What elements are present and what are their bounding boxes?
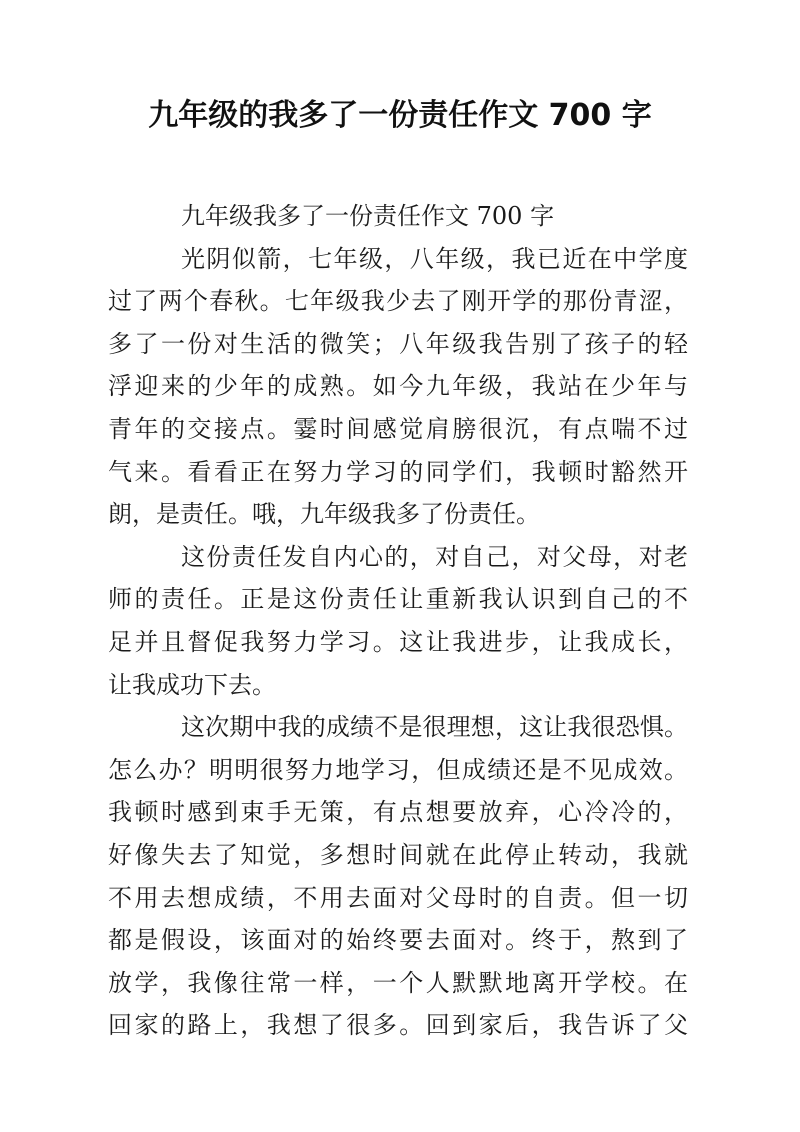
paragraph-line: 怎么办？明明很努力地学习，但成绩还是不见成效。 (108, 755, 688, 784)
paragraph-line: 多了一份对生活的微笑；八年级我告别了孩子的轻 (108, 329, 688, 358)
paragraph-line: 不用去想成绩，不用去面对父母时的自责。但一切 (108, 883, 688, 912)
paragraph-line: 这次期中我的成绩不是很理想，这让我很恐惧。 (181, 713, 688, 742)
paragraph-line: 回家的路上，我想了很多。回到家后，我告诉了父 (108, 1011, 688, 1040)
paragraph-line: 都是假设，该面对的始终要去面对。终于，熬到了 (108, 926, 688, 955)
paragraph-line: 我顿时感到束手无策，有点想要放弃，心冷冷的， (108, 798, 688, 827)
paragraph-line: 足并且督促我努力学习。这让我进步，让我成长， (108, 627, 688, 656)
paragraph-line: 过了两个春秋。七年级我少去了刚开学的那份青涩， (108, 287, 688, 316)
paragraph-line: 气来。看看正在努力学习的同学们，我顿时豁然开 (108, 457, 688, 486)
document-body (108, 195, 688, 1047)
document-title: 九年级的我多了一份责任作文 700 字 (148, 98, 652, 133)
paragraph-line: 这份责任发自内心的，对自己，对父母，对老 (181, 542, 688, 571)
paragraph-line: 师的责任。正是这份责任让重新我认识到自己的不 (108, 585, 688, 614)
paragraph-line: 好像失去了知觉，多想时间就在此停止转动，我就 (108, 840, 688, 869)
paragraph-line: 朗，是责任。哦，九年级我多了份责任。 (108, 500, 540, 529)
paragraph-line: 光阴似箭，七年级，八年级，我已近在中学度 (181, 244, 688, 273)
paragraph-line: 让我成功下去。 (108, 670, 276, 699)
paragraph-line: 九年级我多了一份责任作文 700 字 (181, 202, 555, 230)
paragraph-line: 浮迎来的少年的成熟。如今九年级，我站在少年与 (108, 372, 688, 401)
paragraph-line: 青年的交接点。霎时间感觉肩膀很沉，有点喘不过 (108, 414, 688, 443)
paragraph-line: 放学，我像往常一样，一个人默默地离开学校。在 (108, 968, 688, 997)
